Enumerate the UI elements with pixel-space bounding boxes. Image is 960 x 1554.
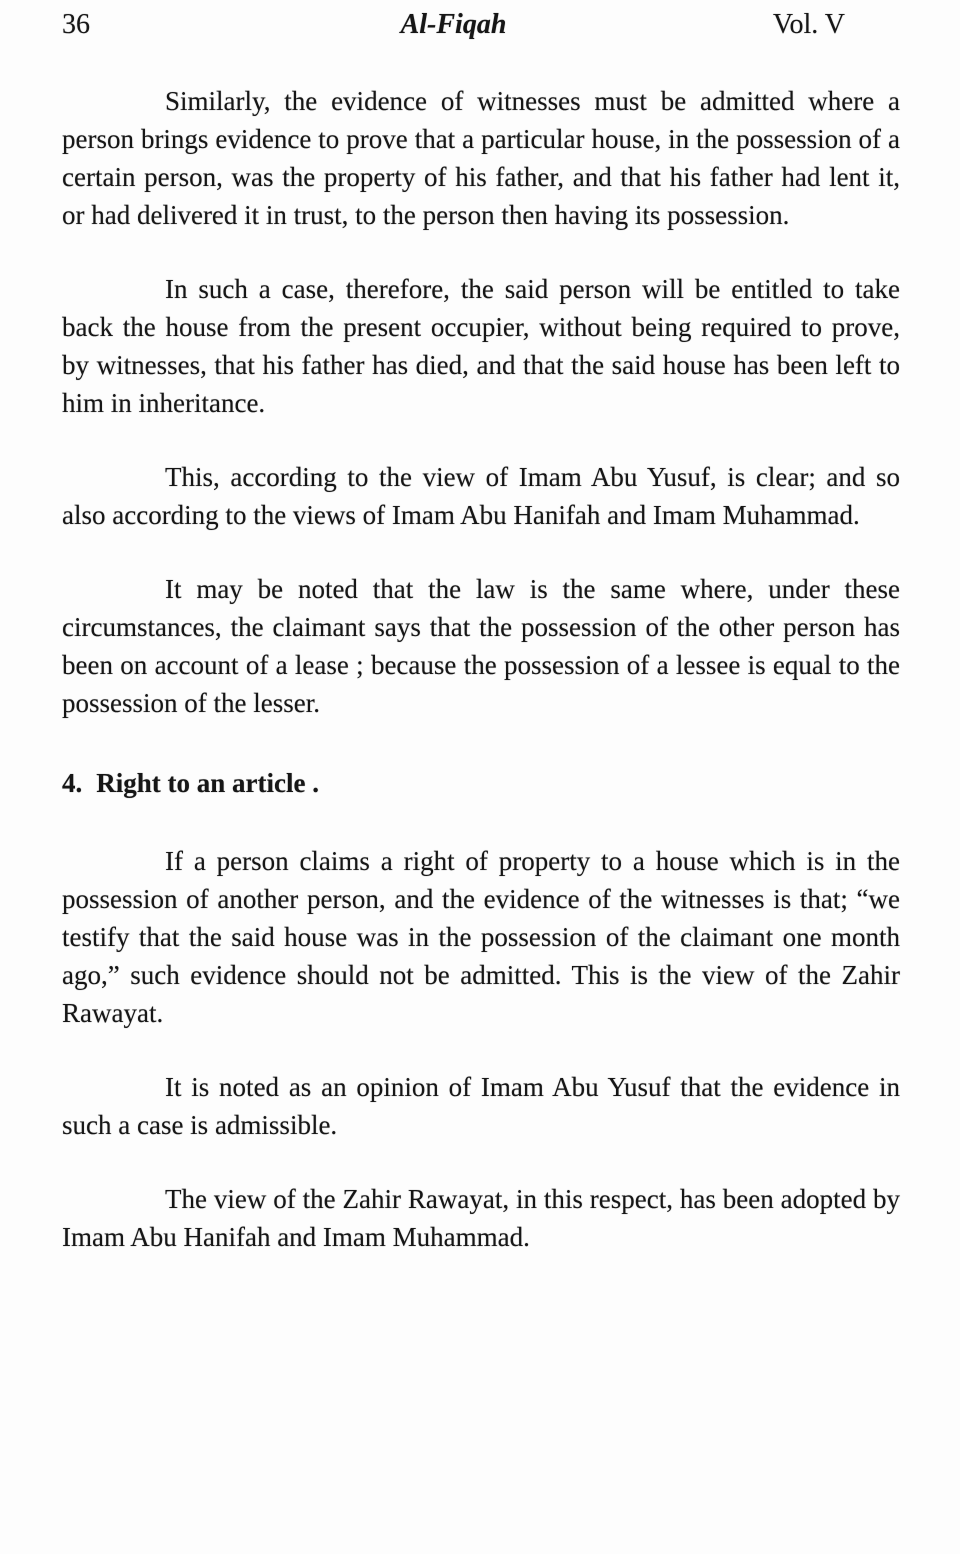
paragraph: It may be noted that the law is the same where, under these circumstances, the claimant says that the possession of the other person has been on account of a lease ; because the possession of a lessee is equal to the possession of the lesser. — [62, 574, 900, 718]
paragraph: It is noted as an opinion of Imam Abu Yusuf that the evidence in such a case is admissible. — [62, 1072, 900, 1140]
page-number: 36 — [62, 9, 90, 40]
book-title: Al-Fiqah — [400, 9, 507, 40]
page-body — [0, 42, 960, 1256]
paragraph: Similarly, the evidence of witnesses must be admitted where a person brings evidence to prove that a particular house, in the possession of a certain person, was the property of his father, and that his father had lent it, or had delivered it in trust, to the person then having its possession. — [62, 86, 900, 230]
section-heading-number: 4. — [62, 768, 83, 798]
paragraph: This, according to the view of Imam Abu Yusuf, is clear; and so also according to the views of Imam Abu Hanifah and Imam Muhammad. — [62, 462, 900, 530]
section-heading — [62, 764, 900, 802]
paragraph: In such a case, therefore, the said person will be entitled to take back the house from the present occupier, without being required to prove, by witnesses, that his father has died, and that the said house has been left to him in inheritance. — [62, 274, 900, 418]
paragraph: The view of the Zahir Rawayat, in this respect, has been adopted by Imam Abu Hanifah and Imam Muhammad. — [62, 1184, 900, 1252]
paragraph: If a person claims a right of property to a house which is in the possession of another person, and the evidence of the witnesses is that; “we testify that the said house was in the possession of the claimant one month ago,” such evidence should not be admitted. This is the view of the Zahir Rawayat. — [62, 846, 900, 1028]
section-heading-text: Right to an article . — [96, 768, 319, 798]
volume-label: Vol. V — [772, 9, 845, 40]
running-header — [0, 0, 960, 42]
